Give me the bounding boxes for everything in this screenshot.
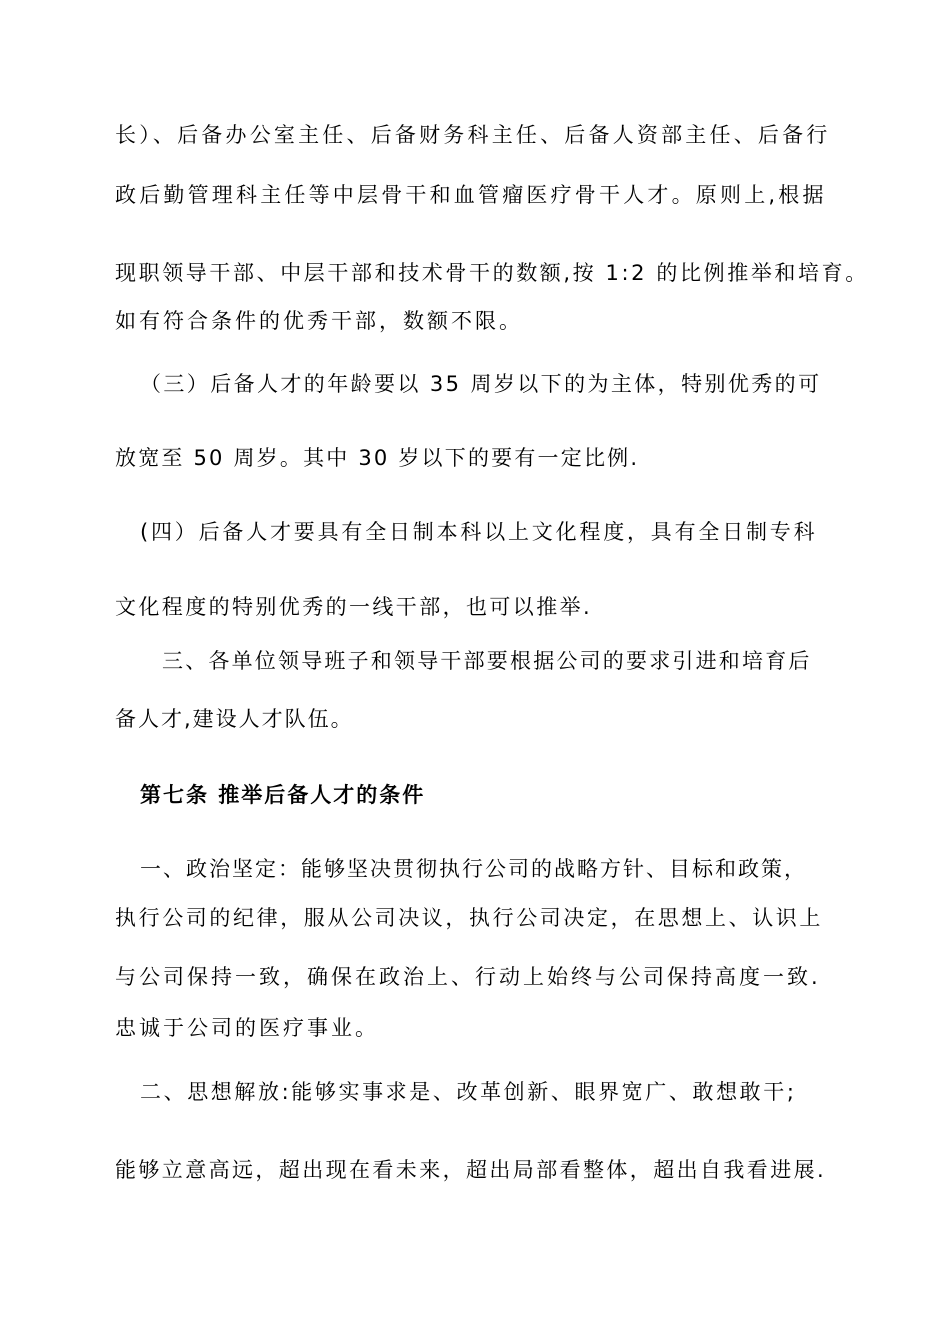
paragraph-line: 能够立意高远，超出现在看未来，超出局部看整体，超出自我看进展. [115, 1158, 827, 1182]
section-heading: 第七条 推举后备人才的条件 [140, 783, 426, 807]
paragraph-line: 现职领导干部、中层干部和技术骨干的数额,按 1:2 的比例推举和培育。 [115, 261, 869, 285]
paragraph-line: 长）、后备办公室主任、后备财务科主任、后备人资部主任、后备行 [115, 123, 831, 147]
paragraph-line: 与公司保持一致，确保在政治上、行动上始终与公司保持高度一致. [115, 965, 821, 989]
paragraph-line: 放宽至 50 周岁。其中 30 岁以下的要有一定比例. [115, 446, 640, 470]
paragraph-line: （三）后备人才的年龄要以 35 周岁以下的为主体，特别优秀的可 [140, 372, 822, 396]
paragraph-line: (四）后备人才要具有全日制本科以上文化程度，具有全日制专科 [140, 520, 818, 544]
paragraph-line: 备人才,建设人才队伍。 [115, 707, 354, 731]
paragraph-line: 忠诚于公司的医疗事业。 [115, 1016, 379, 1040]
paragraph-line: 二、思想解放:能够实事求是、改革创新、眼界宽广、敢想敢干; [140, 1080, 797, 1104]
paragraph-line: 政后勤管理科主任等中层骨干和血管瘤医疗骨干人才。原则上,根据 [115, 183, 827, 207]
paragraph-line: 三、各单位领导班子和领导干部要根据公司的要求引进和培育后 [162, 649, 812, 673]
paragraph-line: 文化程度的特别优秀的一线干部，也可以推举. [115, 595, 593, 619]
paragraph-line: 如有符合条件的优秀干部，数额不限。 [115, 309, 523, 333]
paragraph-line: 一、政治坚定：能够坚决贯彻执行公司的战略方针、目标和政策， [140, 857, 807, 881]
paragraph-line: 执行公司的纪律，服从公司决议，执行公司决定，在思想上、认识上 [115, 906, 823, 930]
